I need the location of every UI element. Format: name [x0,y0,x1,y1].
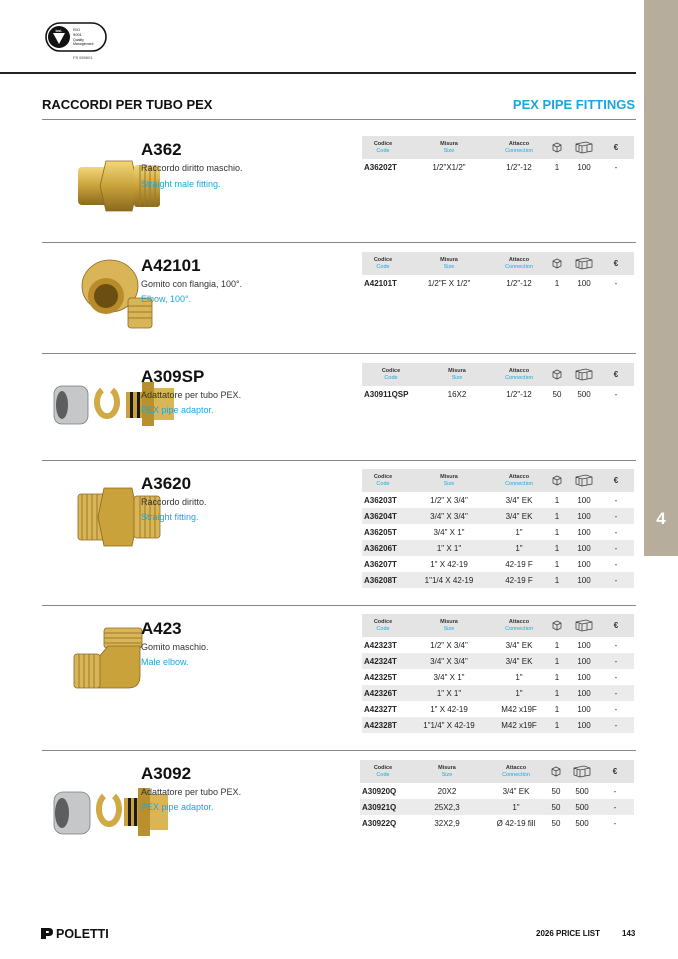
col-price: € [598,363,634,386]
cell-size: 1"1/4" X 42-19 [404,717,494,733]
col-connection: Attacco Connection [494,469,544,492]
cell-code: A30920Q [362,786,397,796]
cell-q2: 100 [577,495,591,505]
box-icon [544,614,570,637]
cell-q1: 1 [544,717,570,733]
table-row [362,717,634,733]
cell-price: - [614,495,618,505]
cell-q1: 1 [554,704,560,714]
cell-price: - [598,685,634,701]
section-divider [42,605,636,606]
product-desc-it: Adattatore per tubo PEX. [141,390,242,400]
cell-price: - [614,559,618,569]
cell-q2: 500 [568,799,596,815]
col-price: € [598,614,634,637]
title-rule [42,119,636,120]
cell-conn: 3/4" EK [502,786,530,796]
cell-q1: 1 [554,162,560,172]
table-header-row [362,469,634,492]
cell-code: A36207T [364,559,397,569]
cell-price: - [613,786,617,796]
product-desc-it: Gomito con flangia, 100°. [141,279,243,289]
table-row [362,275,634,291]
table-row [362,685,634,701]
cell-size: 1/2"F X 1/2" [427,278,471,288]
svg-text:9001: 9001 [73,32,82,37]
col-price: € [596,760,634,783]
cell-q2: 100 [570,572,598,588]
product-desc-it: Adattatore per tubo PEX. [141,787,242,797]
cell-conn: 3/4" EK [505,640,533,650]
col-size: Misura Size [420,363,494,386]
cell-price: - [614,162,618,172]
cell-price: - [598,717,634,733]
cell-conn: 1" [515,672,523,682]
col-connection: Attacco Connection [488,760,544,783]
cell-size: 1"1/4 X 42-19 [404,572,494,588]
section-divider [42,242,636,243]
cell-q2: 100 [570,540,598,556]
cell-conn: 1" [515,527,523,537]
carton-icon [570,252,598,275]
table-header-row [360,760,634,783]
cell-size: 3/4" X 1" [433,672,465,682]
cell-size: 1" X 1" [404,685,494,701]
carton-icon [570,469,598,492]
cell-code: A30922Q [362,818,397,828]
product-desc-en: Straight male fitting. [141,179,221,189]
product-desc-it: Raccordo diritto. [141,497,207,507]
table-row [360,783,634,799]
product-desc-en: Elbow, 100°. [141,294,192,304]
cell-q2: 500 [577,389,591,399]
cell-code: A42327T [364,704,397,714]
cell-q1: 1 [544,653,570,669]
table-header-row [362,136,634,159]
table-row [362,556,634,572]
cell-size: 20X2 [437,786,457,796]
table-header-row [362,614,634,637]
cell-size: 3/4" X 1" [433,527,465,537]
cell-q2: 100 [577,527,591,537]
cell-size: 1/2"X1/2" [432,162,466,172]
cell-conn: 3/4" EK [494,653,544,669]
cell-conn: 1" [494,685,544,701]
col-connection: Attacco Connection [494,136,544,159]
cell-q2: 100 [577,640,591,650]
carton-icon [570,363,598,386]
cell-size: 1/2" X 3/4" [430,640,468,650]
col-size: Misura Size [404,469,494,492]
box-icon [544,136,570,159]
product-code: A362 [141,140,182,159]
price-table [360,760,634,831]
carton-icon [570,136,598,159]
col-size: Misura Size [404,614,494,637]
cell-conn: 42-19 F [505,559,533,569]
cell-q2: 100 [570,653,598,669]
cell-size: 32X2,9 [434,818,460,828]
col-price: € [598,469,634,492]
cell-conn: 1" [494,540,544,556]
cell-size: 1" X 1" [404,540,494,556]
table-row [362,159,634,175]
table-row [362,701,634,717]
table-row [362,524,634,540]
bsi-iso-logo [45,22,107,56]
page-number: 143 [622,929,636,938]
cell-size: 1/2" X 3/4" [430,495,468,505]
cell-q2: 100 [577,704,591,714]
cell-q1: 50 [552,389,562,399]
col-connection: Attacco Connection [494,252,544,275]
price-table [362,614,634,733]
cell-q1: 1 [554,527,560,537]
cell-conn: M42 x19F [501,704,537,714]
cell-q2: 100 [570,685,598,701]
product-code: A309SP [141,367,205,386]
col-price: € [598,136,634,159]
col-size: Misura Size [404,252,494,275]
cell-price: - [598,653,634,669]
cell-code: A42325T [364,672,397,682]
cell-q1: 1 [554,495,560,505]
cell-conn: M42 x19F [494,717,544,733]
price-table [362,363,634,402]
cell-code: A36203T [364,495,397,505]
col-code: Codice Code [362,363,420,386]
cell-q1: 1 [554,278,560,288]
cell-price: - [613,818,617,828]
cell-conn: 1" [488,799,544,815]
cell-code: A30921Q [360,799,406,815]
poletti-logo [40,925,120,941]
cell-q1: 1 [554,672,560,682]
cell-conn: Ø 42-19 fill [496,818,536,828]
cell-conn: 1/2"-12 [506,162,532,172]
cell-code: A36202T [364,162,397,172]
cell-code: A42328T [362,717,404,733]
price-table [362,252,634,291]
cell-conn: 3/4" EK [505,495,533,505]
cell-code: A36204T [362,508,404,524]
header-rule [0,72,636,74]
table-row [360,799,634,815]
cell-size: 1" X 42-19 [430,704,468,714]
table-row [362,386,634,402]
price-table [362,469,634,588]
col-code: Codice Code [362,136,404,159]
table-header-row [362,363,634,386]
section-divider [42,750,636,751]
table-row [362,653,634,669]
cell-price: - [614,640,618,650]
cell-q1: 1 [554,559,560,569]
cell-q2: 100 [577,559,591,569]
cell-q2: 100 [577,672,591,682]
col-code: Codice Code [362,252,404,275]
table-row [360,815,634,831]
chapter-number: 4 [656,509,666,528]
cell-q1: 50 [551,818,561,828]
col-connection: Attacco Connection [494,363,544,386]
box-icon [544,760,568,783]
cell-size: 3/4" X 3/4" [404,653,494,669]
footer-price-list: 2026 PRICE LIST [536,929,601,938]
cell-q1: 1 [544,540,570,556]
cell-q2: 100 [570,717,598,733]
box-icon [544,363,570,386]
svg-text:bsi.: bsi. [55,28,63,33]
product-code: A42101 [141,256,201,275]
box-icon [544,469,570,492]
cell-price: - [598,540,634,556]
cell-size: 16X2 [447,389,467,399]
svg-text:Management: Management [73,42,94,46]
product-desc-en: PEX pipe adaptor. [141,405,214,415]
svg-text:POLETTI: POLETTI [56,927,109,941]
cell-price: - [596,799,634,815]
col-code: Codice Code [362,614,404,637]
cell-price: - [614,672,618,682]
col-code: Codice Code [362,469,404,492]
product-code: A3620 [141,474,192,493]
table-row [362,540,634,556]
cell-code: A42326T [362,685,404,701]
product-code: A423 [141,619,182,638]
cell-price: - [614,389,618,399]
col-price: € [598,252,634,275]
svg-text:Quality: Quality [73,38,84,42]
col-size: Misura Size [406,760,488,783]
cell-conn: 42-19 F [494,572,544,588]
cell-q1: 1 [544,572,570,588]
cell-conn: 3/4" EK [494,508,544,524]
cell-q1: 1 [554,640,560,650]
cell-code: A36206T [362,540,404,556]
carton-icon [570,614,598,637]
cell-code: A36208T [362,572,404,588]
col-connection: Attacco Connection [494,614,544,637]
cell-code: A42101T [364,278,397,288]
cell-size: 1" X 42-19 [430,559,468,569]
cell-q1: 50 [544,799,568,815]
product-desc-en: PEX pipe adaptor. [141,802,214,812]
cell-code: A30911QSP [364,389,409,399]
product-desc-it: Gomito maschio. [141,642,209,652]
section-divider [42,460,636,461]
cell-code: A42323T [364,640,397,650]
table-row [362,669,634,685]
table-row [362,492,634,508]
page-title-en: PEX PIPE FITTINGS [512,97,635,112]
cell-q2: 500 [575,786,589,796]
product-desc-it: Raccordo diritto maschio. [141,163,243,173]
cell-code: A42324T [362,653,404,669]
cell-price: - [614,704,618,714]
cell-conn: 1/2"-12 [506,389,532,399]
table-row [362,572,634,588]
carton-icon [568,760,596,783]
cell-q2: 100 [577,278,591,288]
col-size: Misura Size [404,136,494,159]
cell-q1: 1 [544,685,570,701]
product-desc-en: Straight fitting. [141,512,199,522]
cell-price: - [614,527,618,537]
cell-q2: 100 [570,508,598,524]
table-row [362,508,634,524]
cell-q2: 500 [575,818,589,828]
cell-q1: 50 [551,786,561,796]
box-icon [544,252,570,275]
cell-size: 25X2,3 [406,799,488,815]
cell-price: - [598,508,634,524]
chapter-tab[interactable] [644,0,678,556]
col-code: Codice Code [360,760,406,783]
cell-price: - [598,572,634,588]
page-title-it: RACCORDI PER TUBO PEX [42,97,213,112]
product-desc-en: Male elbow. [141,657,189,667]
cell-price: - [614,278,618,288]
svg-text:ISO: ISO [73,27,80,32]
certificate-number: FS 559601 [73,55,93,60]
cell-code: A36205T [364,527,397,537]
cell-conn: 1/2"-12 [506,278,532,288]
table-header-row [362,252,634,275]
cell-q2: 100 [577,162,591,172]
price-table [362,136,634,175]
section-divider [42,353,636,354]
product-code: A3092 [141,764,192,783]
cell-q1: 1 [544,508,570,524]
cell-size: 3/4" X 3/4" [404,508,494,524]
table-row [362,637,634,653]
